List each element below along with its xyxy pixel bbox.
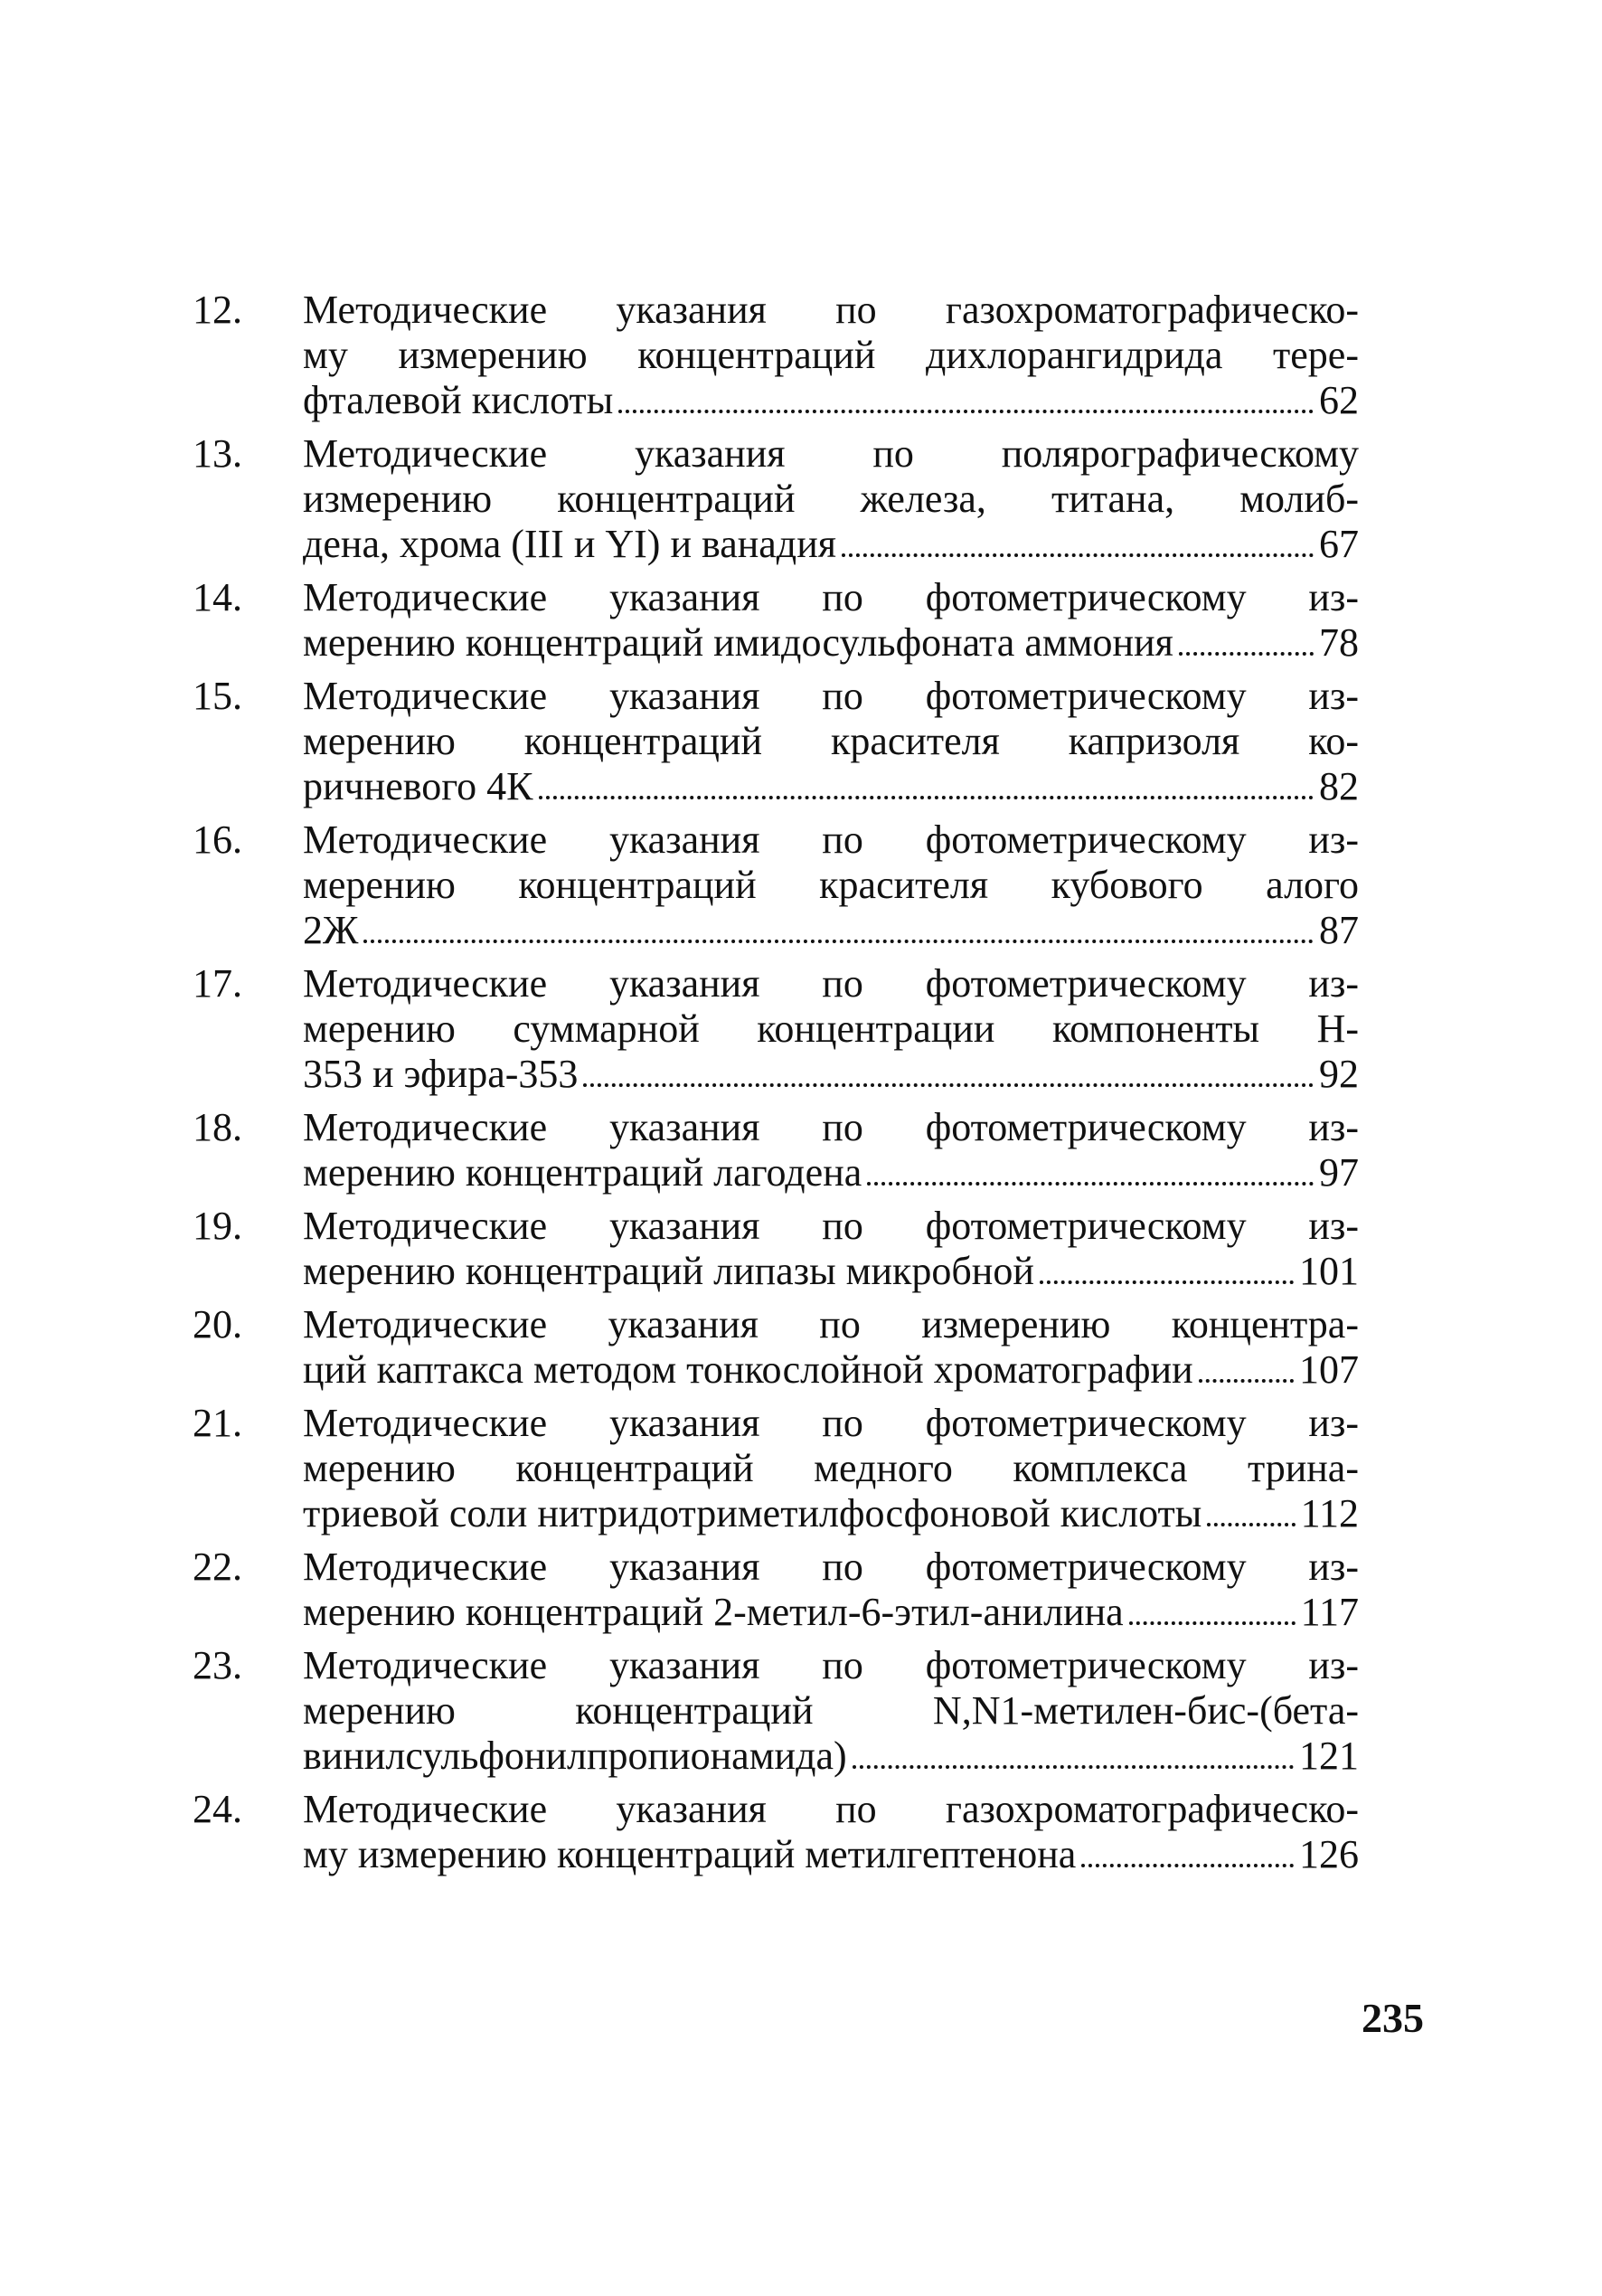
dot-leader <box>853 1765 1294 1769</box>
entry-text-last: ций каптакса методом тонкослойной хроматографии <box>303 1347 1193 1392</box>
toc-entry-18 <box>193 1105 1359 1195</box>
toc-entry-15 <box>193 674 1359 809</box>
entry-page: 121 <box>1299 1734 1359 1778</box>
dot-leader <box>363 940 1314 943</box>
entry-number: 12. <box>193 288 242 332</box>
toc-entry-22 <box>193 1545 1359 1635</box>
entry-number: 19. <box>193 1204 242 1248</box>
entry-text-last: ричневого 4К <box>303 764 533 808</box>
entry-text-last: мерению концентраций липазы микробной <box>303 1249 1034 1293</box>
entry-text-last: 353 и эфира-353 <box>303 1052 579 1096</box>
entry-text-last: дена, хрома (III и YI) и ванадия <box>303 522 836 566</box>
toc-entry-21 <box>193 1401 1359 1536</box>
dot-leader <box>1040 1280 1294 1284</box>
dot-leader <box>539 796 1314 799</box>
dot-leader <box>1129 1621 1296 1625</box>
entry-number: 15. <box>193 674 242 718</box>
entry-text-line: Методические указания по измерению концентра- <box>303 1302 1359 1346</box>
entry-text-line: Методические указания по газохроматографическо- <box>303 1787 1359 1831</box>
entry-page: 126 <box>1299 1832 1359 1876</box>
entry-page: 82 <box>1319 764 1359 808</box>
entry-number: 20. <box>193 1302 242 1346</box>
dot-leader <box>1207 1523 1295 1526</box>
toc-entry-14 <box>193 575 1359 666</box>
dot-leader <box>842 553 1314 557</box>
entry-number: 16. <box>193 817 242 862</box>
entry-text-last: мерению концентраций имидосульфоната аммония <box>303 620 1173 665</box>
entry-page: 78 <box>1319 620 1359 665</box>
entry-text-line: Методические указания по фотометрическому из- <box>303 575 1359 619</box>
dot-leader <box>583 1083 1314 1087</box>
table-of-contents <box>193 288 1359 1885</box>
entry-page: 87 <box>1319 908 1359 952</box>
page-number: 235 <box>1362 1995 1424 2041</box>
entry-text-line: мерению суммарной концентрации компоненты Н- <box>303 1006 1359 1051</box>
entry-number: 21. <box>193 1401 242 1445</box>
entry-page: 97 <box>1319 1150 1359 1195</box>
entry-number: 18. <box>193 1105 242 1149</box>
entry-text-line: Методические указания по фотометрическому из- <box>303 961 1359 1006</box>
entry-text-line: мерению концентраций красителя капризоля ко- <box>303 719 1359 763</box>
toc-entry-19 <box>193 1204 1359 1294</box>
entry-text-line: мерению концентраций красителя кубового алого <box>303 863 1359 907</box>
entry-text-line: Методические указания по фотометрическому из- <box>303 1545 1359 1589</box>
toc-entry-23 <box>193 1643 1359 1779</box>
dot-leader <box>1199 1379 1294 1383</box>
entry-text-line: Методические указания по газохроматографическо- <box>303 288 1359 332</box>
entry-number: 23. <box>193 1643 242 1687</box>
toc-entry-24 <box>193 1787 1359 1877</box>
entry-text-last: 2Ж <box>303 908 359 952</box>
entry-number: 13. <box>193 431 242 476</box>
entry-text-last: винилсульфонилпропионамида) <box>303 1734 847 1778</box>
dot-leader <box>1081 1864 1294 1867</box>
entry-page: 107 <box>1299 1347 1359 1392</box>
entry-text-line: Методические указания по фотометрическому из- <box>303 1401 1359 1445</box>
toc-entry-16 <box>193 817 1359 953</box>
dot-leader <box>618 410 1314 413</box>
entry-text-line: мерению концентраций N,N1-метилен-бис-(бета- <box>303 1688 1359 1733</box>
entry-text-line: измерению концентраций железа, титана, молиб- <box>303 477 1359 521</box>
entry-page: 92 <box>1319 1052 1359 1096</box>
entry-text-line: Методические указания по фотометрическому из- <box>303 1105 1359 1149</box>
entry-text-last: мерению концентраций 2-метил-6-этил-анилина <box>303 1590 1124 1634</box>
toc-entry-13 <box>193 431 1359 567</box>
toc-entry-12 <box>193 288 1359 423</box>
entry-number: 24. <box>193 1787 242 1831</box>
entry-page: 62 <box>1319 378 1359 422</box>
entry-text-last: му измерению концентраций метилгептенона <box>303 1832 1077 1876</box>
toc-entry-20 <box>193 1302 1359 1393</box>
entry-page: 112 <box>1300 1491 1359 1535</box>
entry-page: 117 <box>1300 1590 1359 1634</box>
entry-text-line: Методические указания по фотометрическому из- <box>303 674 1359 718</box>
entry-text-line: Методические указания по фотометрическому из- <box>303 1204 1359 1248</box>
entry-text-last: фталевой кислоты <box>303 378 614 422</box>
entry-number: 17. <box>193 961 242 1006</box>
dot-leader <box>867 1182 1314 1186</box>
entry-number: 22. <box>193 1545 242 1589</box>
entry-text-line: мерению концентраций медного комплекса трина- <box>303 1446 1359 1490</box>
dot-leader <box>1179 652 1314 656</box>
entry-text-last: триевой соли нитридотриметилфосфоновой кислоты <box>303 1491 1202 1535</box>
entry-text-line: му измерению концентраций дихлорангидрида тере- <box>303 333 1359 377</box>
entry-page: 101 <box>1299 1249 1359 1293</box>
entry-number: 14. <box>193 575 242 619</box>
entry-text-line: Методические указания по полярографическому <box>303 431 1359 476</box>
toc-entry-17 <box>193 961 1359 1097</box>
entry-page: 67 <box>1319 522 1359 566</box>
entry-text-line: Методические указания по фотометрическому из- <box>303 1643 1359 1687</box>
entry-text-line: Методические указания по фотометрическому из- <box>303 817 1359 862</box>
entry-text-last: мерению концентраций лагодена <box>303 1150 862 1195</box>
